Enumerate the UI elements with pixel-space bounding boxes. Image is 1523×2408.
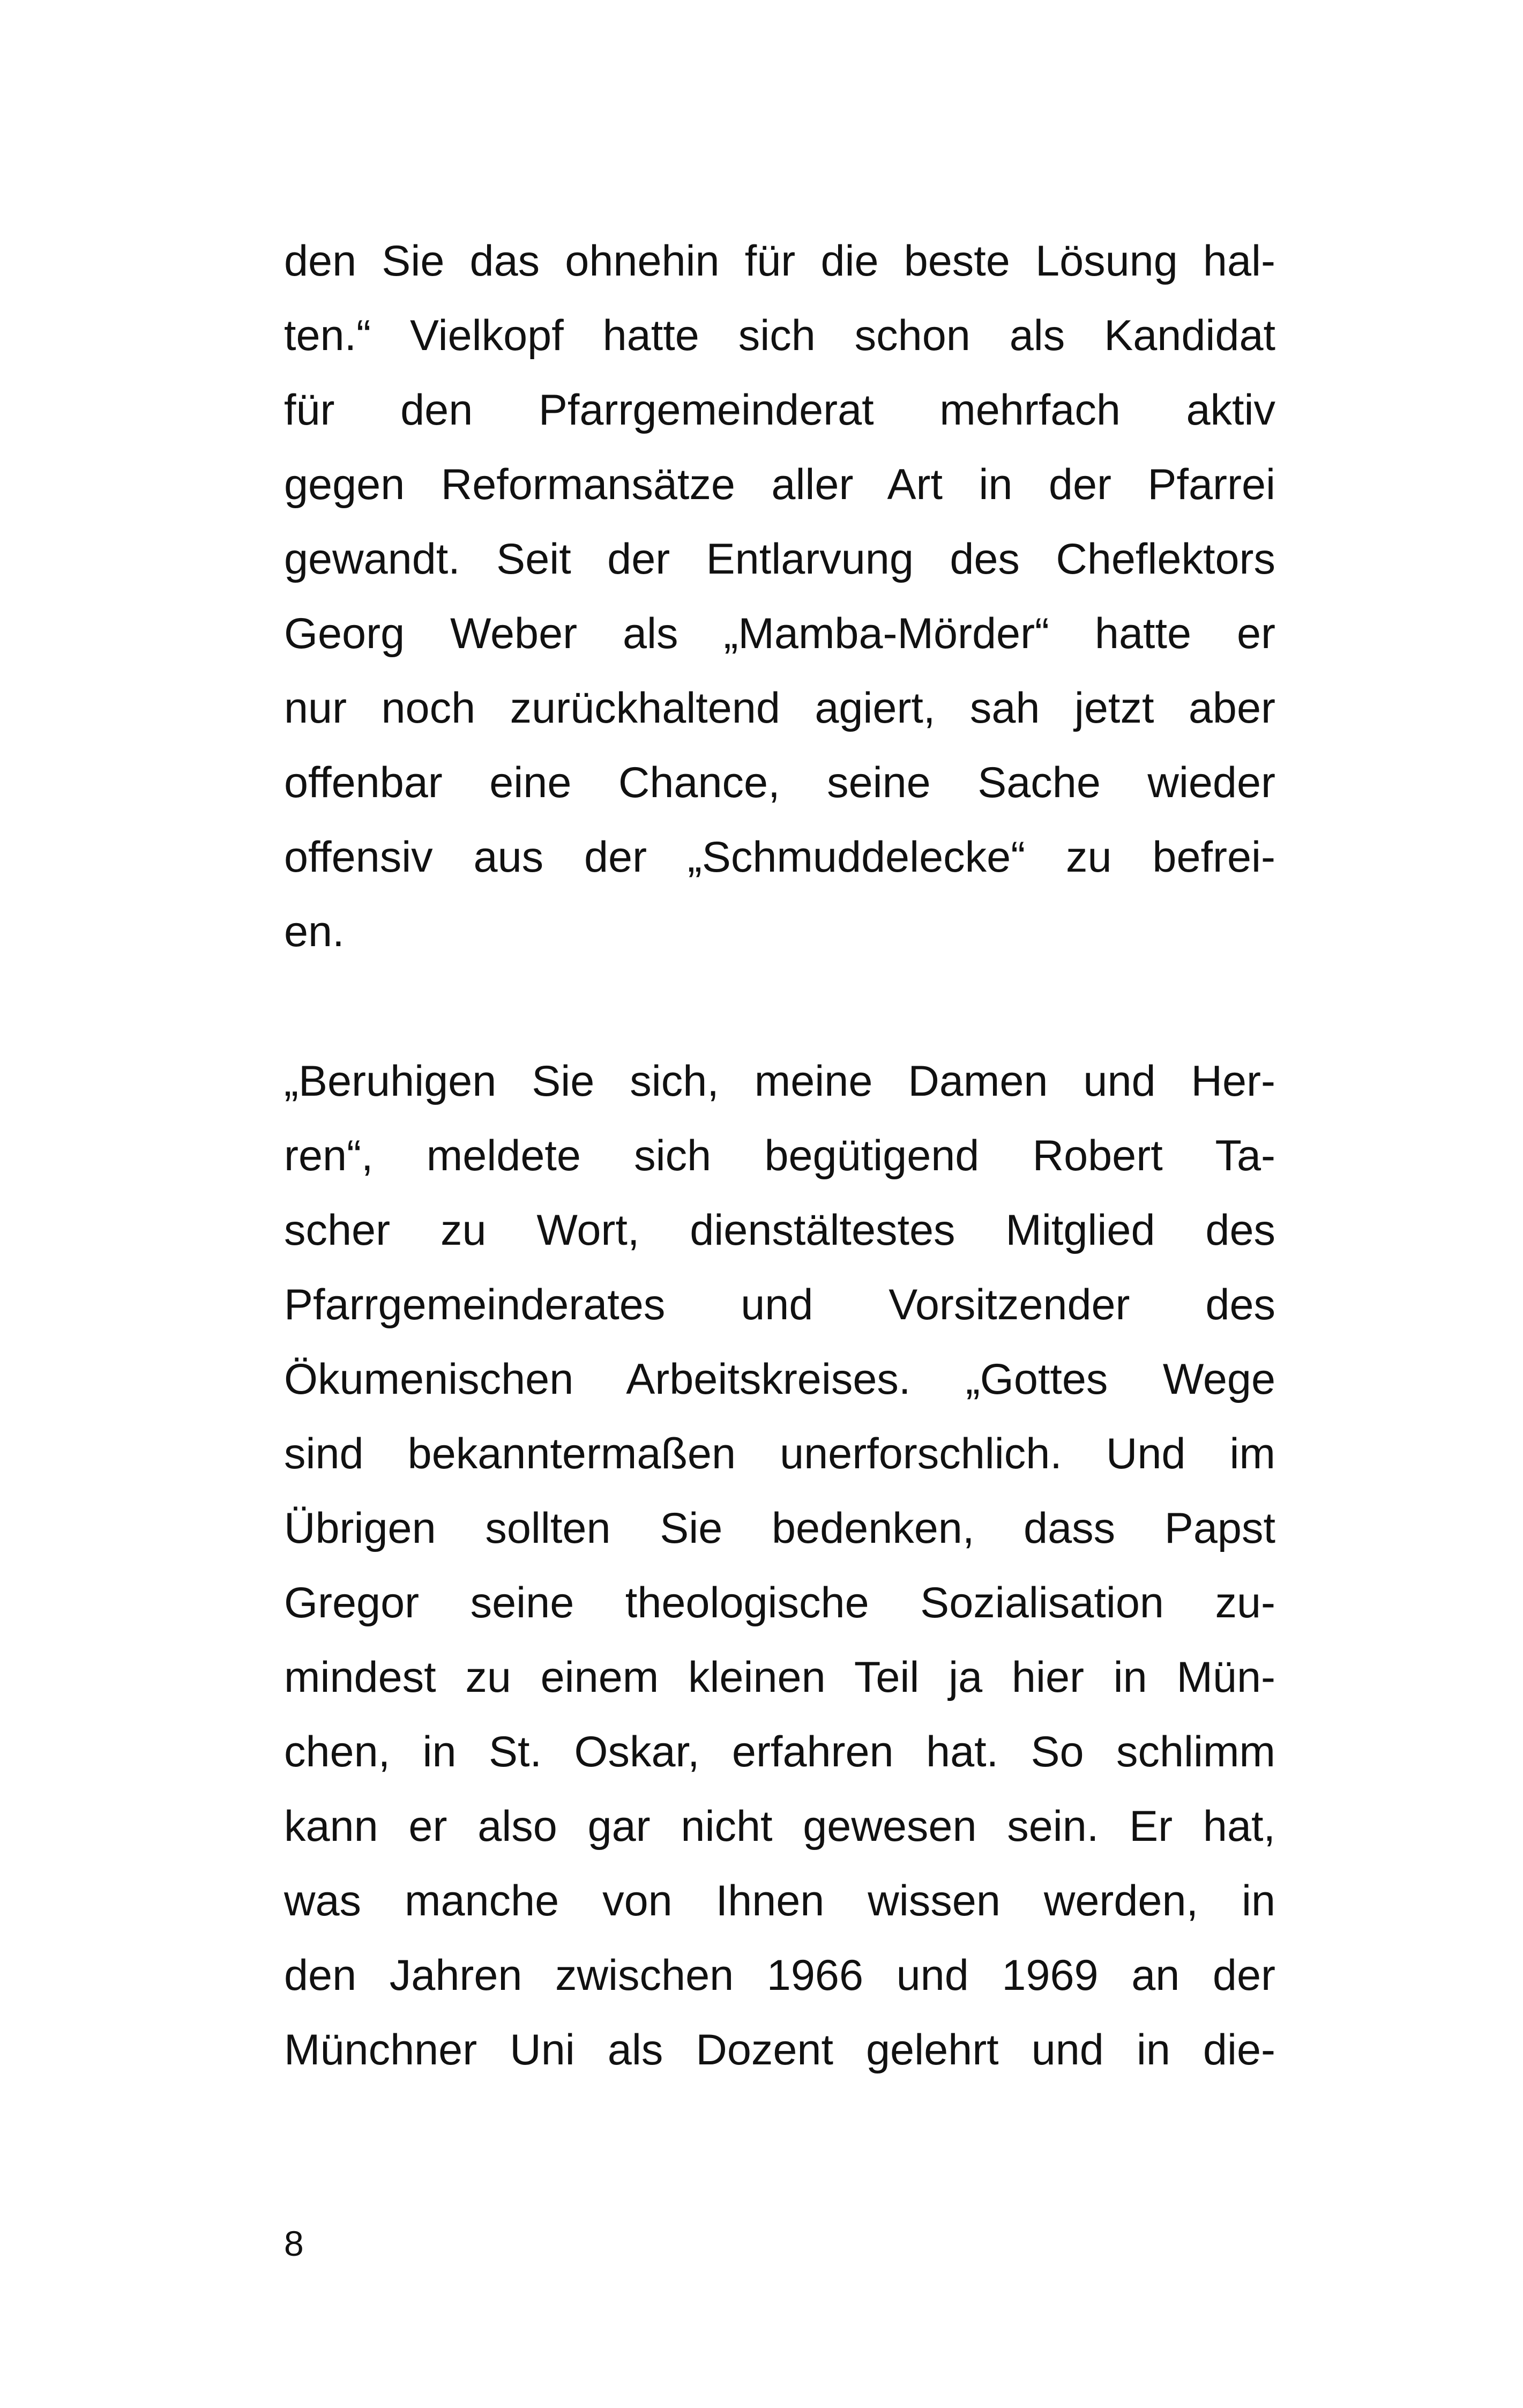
text-line: den Sie das ohnehin für die beste Lösung hal- bbox=[284, 237, 1275, 285]
text-line: gewandt. Seit der Entlarvung des Cheflektors bbox=[284, 535, 1275, 583]
paragraph-1 bbox=[284, 224, 1275, 969]
text-line: offenbar eine Chance, seine Sache wieder bbox=[284, 759, 1275, 807]
text-line: den Jahren zwischen 1966 und 1969 an der bbox=[284, 1951, 1275, 2000]
text-line: Übrigen sollten Sie bedenken, dass Papst bbox=[284, 1504, 1275, 1552]
text-line: gegen Reformansätze aller Art in der Pfarrei bbox=[284, 460, 1275, 509]
text-line: was manche von Ihnen wissen werden, in bbox=[284, 1877, 1275, 1925]
text-line: Pfarrgemeinderates und Vorsitzender des bbox=[284, 1281, 1275, 1329]
text-line: scher zu Wort, dienstältestes Mitglied des bbox=[284, 1206, 1275, 1254]
text-line: für den Pfarrgemeinderat mehrfach aktiv bbox=[284, 386, 1275, 434]
paragraph-2 bbox=[284, 1044, 1275, 2087]
text-line: sind bekanntermaßen unerforschlich. Und im bbox=[284, 1430, 1275, 1478]
text-line: nur noch zurückhaltend agiert, sah jetzt aber bbox=[284, 684, 1275, 732]
text-line: offensiv aus der „Schmuddelecke“ zu befrei- bbox=[284, 833, 1275, 881]
text-line: mindest zu einem kleinen Teil ja hier in Mün- bbox=[284, 1653, 1275, 1701]
text-line: Ökumenischen Arbeitskreises. „Gottes Wege bbox=[284, 1355, 1275, 1403]
text-line: Münchner Uni als Dozent gelehrt und in die- bbox=[284, 2026, 1275, 2074]
text-line: Georg Weber als „Mamba-Mörder“ hatte er bbox=[284, 610, 1275, 658]
text-line: „Beruhigen Sie sich, meine Damen und Her- bbox=[284, 1057, 1275, 1105]
text-line: chen, in St. Oskar, erfahren hat. So schlimm bbox=[284, 1728, 1275, 1776]
text-line: ten.“ Vielkopf hatte sich schon als Kandidat bbox=[284, 311, 1275, 360]
text-line: ren“, meldete sich begütigend Robert Ta- bbox=[284, 1132, 1275, 1180]
text-line: kann er also gar nicht gewesen sein. Er hat, bbox=[284, 1802, 1275, 1850]
text-line: Gregor seine theologische Sozialisation zu- bbox=[284, 1579, 1275, 1627]
text-line: en. bbox=[284, 908, 345, 956]
page-number: 8 bbox=[284, 2224, 304, 2263]
